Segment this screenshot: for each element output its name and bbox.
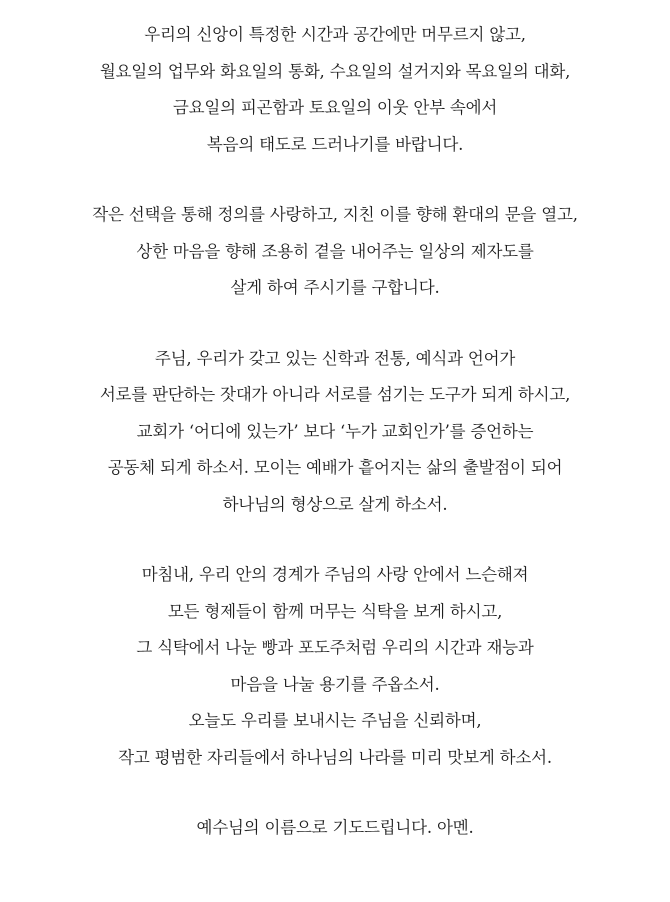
stanza xyxy=(0,810,670,847)
stanza xyxy=(0,341,670,524)
prayer-line: 복음의 태도로 드러나기를 바랍니다. xyxy=(206,134,464,154)
closing-line: 예수님의 이름으로 기도드립니다. 아멘. xyxy=(196,818,474,837)
prayer-line: 하나님의 형상으로 살게 하소서. xyxy=(222,494,448,514)
prayer-line: 금요일의 피곤함과 토요일의 이웃 안부 속에서 xyxy=(172,98,498,117)
prayer-line: 작은 선택을 통해 정의를 사랑하고, 지친 이를 향해 환대의 문을 열고, xyxy=(92,205,578,224)
prayer-line: 마음을 나눌 용기를 주옵소서. xyxy=(230,674,440,694)
prayer-line: 작고 평범한 자리들에서 하나님의 나라를 미리 맛보게 하소서. xyxy=(118,747,552,767)
prayer-line: 모든 형제들이 함께 머무는 식탁을 보게 하시고, xyxy=(167,601,503,621)
stanza xyxy=(0,557,670,776)
prayer-line: 우리의 신앙이 특정한 시간과 공간에만 머무르지 않고, xyxy=(144,25,526,44)
stanza xyxy=(0,17,670,163)
prayer-line: 교회가 ‘어디에 있는가’ 보다 ‘누가 교회인가’를 증언하는 xyxy=(136,421,534,441)
prayer-line: 그 식탁에서 나눈 빵과 포도주처럼 우리의 시간과 재능과 xyxy=(136,638,534,657)
prayer-line: 주님, 우리가 갖고 있는 신학과 전통, 예식과 언어가 xyxy=(154,348,516,368)
stanza xyxy=(0,197,670,307)
prayer-line: 오늘도 우리를 보내시는 주님을 신뢰하며, xyxy=(188,711,482,730)
prayer-line: 서로를 판단하는 잣대가 아니라 서로를 섬기는 도구가 되게 하시고, xyxy=(99,385,571,404)
prayer-line: 월요일의 업무와 화요일의 통화, 수요일의 설거지와 목요일의 대화, xyxy=(99,61,571,81)
prayer-line: 마침내, 우리 안의 경계가 주님의 사랑 안에서 느슨해져 xyxy=(141,565,529,584)
prayer-line: 공동체 되게 하소서. 모이는 예배가 흩어지는 삶의 출발점이 되어 xyxy=(107,458,563,477)
prayer-line: 살게 하여 주시기를 구합니다. xyxy=(230,278,440,297)
prayer-line: 상한 마음을 향해 조용히 곁을 내어주는 일상의 제자도를 xyxy=(136,241,534,261)
